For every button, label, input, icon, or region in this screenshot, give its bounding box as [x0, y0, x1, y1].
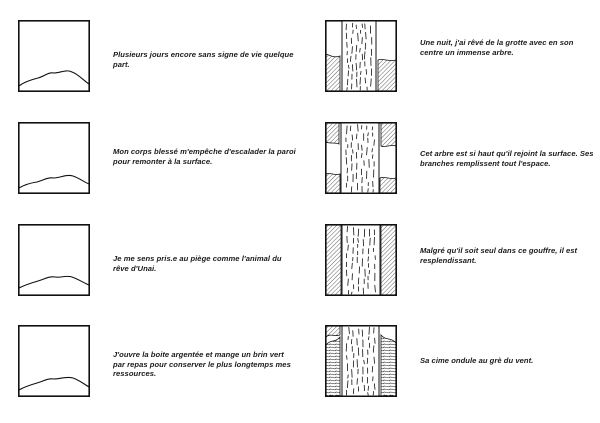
top-right-rock	[381, 123, 396, 147]
bark-stroke	[352, 65, 353, 71]
bark-stroke	[368, 133, 369, 136]
panel-8-caption: Sa cime ondule au grè du vent.	[420, 356, 534, 365]
left-wind-canopy	[326, 337, 340, 396]
bark-stroke	[366, 69, 367, 74]
bark-stroke	[347, 126, 348, 134]
panel-6-drawing	[325, 122, 397, 194]
bark-stroke	[348, 279, 349, 286]
top-left-rock	[326, 326, 340, 337]
panel-4-caption: J'ouvre la boite argentée et mange un brin vert par repas pour conserver le plus longtemps mes ressources.	[113, 350, 291, 379]
bark-stroke	[368, 393, 369, 395]
right-wind-canopy	[381, 335, 396, 396]
bark-stroke	[362, 153, 363, 157]
panel-8-drawing	[325, 325, 397, 397]
bark-stroke	[358, 33, 359, 41]
bark-stroke	[364, 360, 365, 364]
left-wall	[326, 225, 341, 295]
panel-5-caption: Une nuit, j'ai rêvé de la grotte avec en son centre un immense arbre.	[420, 38, 574, 57]
right-wall	[381, 225, 396, 295]
bark-stroke	[371, 79, 372, 87]
panel-3-caption: Je me sens pris.e au piège comme l'animal du rêve d'Unai.	[113, 254, 282, 273]
bark-stroke	[348, 245, 349, 250]
panel-1-drawing	[18, 20, 90, 92]
bark-stroke	[358, 278, 359, 284]
panel-7-drawing	[325, 224, 397, 296]
bark-stroke	[367, 358, 368, 364]
panel-2-drawing	[18, 122, 90, 194]
panel-4-drawing	[18, 325, 90, 397]
bark-stroke	[352, 47, 353, 54]
bark-stroke	[358, 125, 359, 132]
bark-stroke	[372, 366, 373, 372]
bark-stroke	[352, 135, 353, 140]
panel-6-caption: Cet arbre est si haut qu'il rejoint la surface. Ses branches remplissent tout l'espace.	[420, 149, 594, 168]
bark-stroke	[351, 187, 352, 192]
bottom-left-rock	[326, 173, 340, 193]
panel-3-drawing	[18, 224, 90, 296]
bark-stroke	[362, 145, 363, 150]
panel-7-caption: Malgré qu'il soit seul dans ce gouffre, il est resplendissant.	[420, 246, 578, 265]
bark-stroke	[360, 48, 361, 52]
panel-2-caption: Mon corps blessé m'empêche d'escalader la paroi pour remonter à la surface.	[113, 147, 296, 166]
bark-stroke	[356, 63, 357, 70]
right-rock	[378, 59, 396, 91]
bark-stroke	[352, 292, 353, 294]
bark-stroke	[366, 32, 367, 39]
bark-stroke	[372, 127, 373, 130]
bark-stroke	[374, 140, 375, 146]
bark-stroke	[372, 155, 373, 159]
left-rock	[326, 54, 340, 91]
bark-stroke	[375, 338, 376, 343]
bottom-right-rock	[380, 177, 396, 193]
bark-stroke	[352, 263, 353, 269]
bark-stroke	[350, 126, 351, 131]
top-left-rock	[326, 123, 339, 144]
bark-stroke	[374, 357, 375, 363]
bark-stroke	[358, 348, 359, 356]
bark-stroke	[346, 158, 347, 165]
panel-1-caption: Plusieurs jours encore sans signe de vie quelque part.	[113, 50, 294, 69]
panel-5-drawing	[325, 20, 397, 92]
